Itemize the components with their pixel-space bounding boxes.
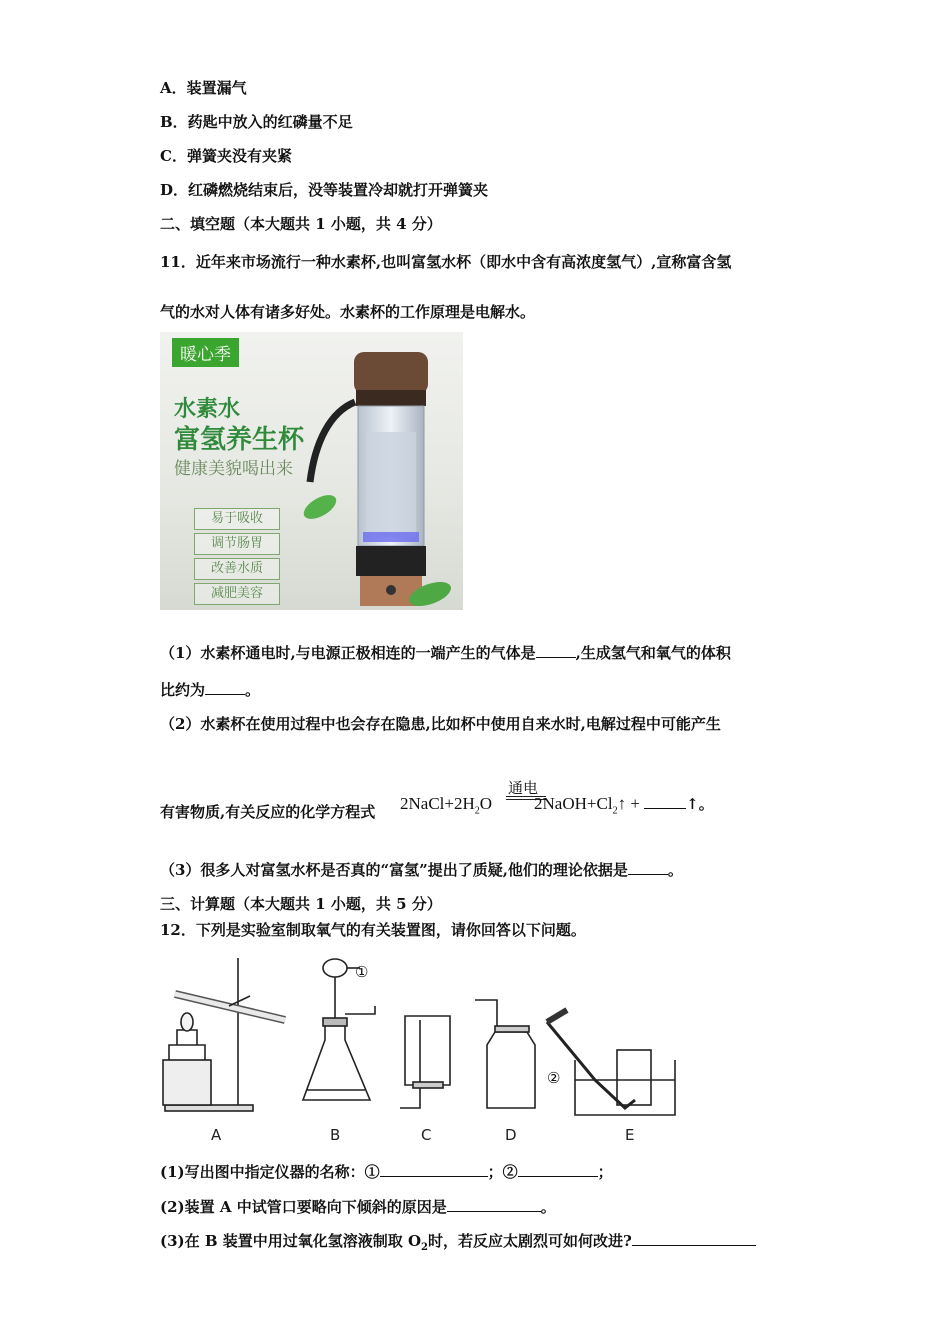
equation-left: 2NaCl+2H [400,794,475,813]
section-calc-title: 三、计算题（本大题共 1 小题，共 5 分） [160,895,442,913]
equation-left-sub: 2 [474,805,480,817]
apparatus-a [163,958,285,1111]
answer-blank-ratio[interactable] [205,680,245,695]
equation-right-sub: 2 [612,805,618,817]
q11-stem-line2: 气的水对人体有诸多好处。水素杯的工作原理是电解水。 [160,303,536,321]
equation-tail: ↑。 [686,795,714,813]
marker-1: ① [355,963,369,981]
apparatus-diagram [155,950,695,1150]
q12-part1-text-b: ；② [487,1163,518,1181]
label-c: C [421,1126,432,1144]
q12-stem: 12．下列是实验室制取氧气的有关装置图，请你回答以下问题。 [160,921,586,939]
equation-body [400,793,714,816]
q11-part1-line2 [160,680,260,700]
photo-title3: 健康美貌喝出来 [174,459,293,479]
equation-right-end: ↑ + [617,794,640,813]
photo-tag: 暖心季 [172,338,239,367]
q12-part3 [160,1231,756,1258]
option-a: A．装置漏气 [160,79,247,97]
apparatus-e [547,1010,675,1115]
equation-condition: 通电 [508,779,539,797]
q11-part3 [160,860,683,880]
photo-feature-4: 减肥美容 [194,583,280,605]
option-d: D．红磷燃烧结束后，没等装置冷却就打开弹簧夹 [160,181,489,199]
chemical-equation [400,775,760,825]
label-a: A [211,1126,222,1144]
hydrogen-cup-photo [160,332,463,610]
q11-part2-line2: 有害物质,有关反应的化学方程式 [160,803,376,821]
q11-part3-text-a: （3）很多人对富氢水杯是否真的“富氢”提出了质疑,他们的理论依据是 [160,861,628,879]
q11-part2-line1: （2）水素杯在使用过程中也会存在隐患,比如杯中使用自来水时,电解过程中可能产生 [160,715,721,733]
cup-illustration [160,332,463,610]
q11-part1-text-d: 。 [245,681,261,699]
equation-left-end: O [479,794,493,813]
option-b: B．药匙中放入的红磷量不足 [160,113,353,131]
label-b: B [330,1126,341,1144]
photo-title2: 富氢养生杯 [174,425,305,455]
q11-part1-line1 [160,643,731,663]
section-fill-in-title: 二、填空题（本大题共 1 小题，共 4 分） [160,215,442,233]
q11-stem-line1: 11．近年来市场流行一种水素杯,也叫富氢水杯（即水中含有高浓度氢气）,宣称富含氢 [160,253,732,271]
q11-part3-text-b: 。 [667,861,683,879]
q12-part1 [160,1162,613,1182]
q12-part3-text-a: (3)在 B 装置中用过氧化氢溶液制取 O [160,1232,422,1250]
answer-blank-instrument1[interactable] [380,1162,488,1177]
answer-blank-theory[interactable] [628,860,668,875]
q12-part1-text-a: (1)写出图中指定仪器的名称：① [160,1163,380,1181]
answer-blank-product[interactable] [644,793,686,809]
label-d: D [505,1126,517,1144]
q12-part3-text-b: 时，若反应太剧烈可如何改进? [428,1232,632,1250]
q12-part2-text-b: 。 [540,1198,556,1216]
q11-part1-text-b: ,生成氢气和氧气的体积 [575,644,731,662]
answer-blank-instrument2[interactable] [518,1162,598,1177]
photo-feature-1: 易于吸收 [194,508,280,530]
apparatus-d [475,1000,535,1108]
option-c: C．弹簧夹没有夹紧 [160,147,292,165]
apparatus-c [400,1016,450,1108]
q12-part2 [160,1197,556,1217]
equation-right: 2NaOH+Cl [534,794,613,813]
marker-2: ② [547,1069,561,1087]
photo-feature-2: 调节肠胃 [194,533,280,555]
q11-part1-text-c: 比约为 [160,681,206,699]
answer-blank-reason[interactable] [447,1197,541,1212]
answer-blank-gas[interactable] [536,643,576,658]
photo-title1: 水素水 [174,397,241,422]
q12-part1-text-c: ； [597,1163,613,1181]
photo-feature-3: 改善水质 [194,558,280,580]
answer-blank-improvement[interactable] [632,1231,756,1246]
q12-part2-text-a: (2)装置 A 中试管口要略向下倾斜的原因是 [160,1198,447,1216]
q11-part1-text-a: （1）水素杯通电时,与电源正极相连的一端产生的气体是 [160,644,536,662]
q12-part3-sub: 2 [421,1242,429,1253]
label-e: E [625,1126,635,1144]
